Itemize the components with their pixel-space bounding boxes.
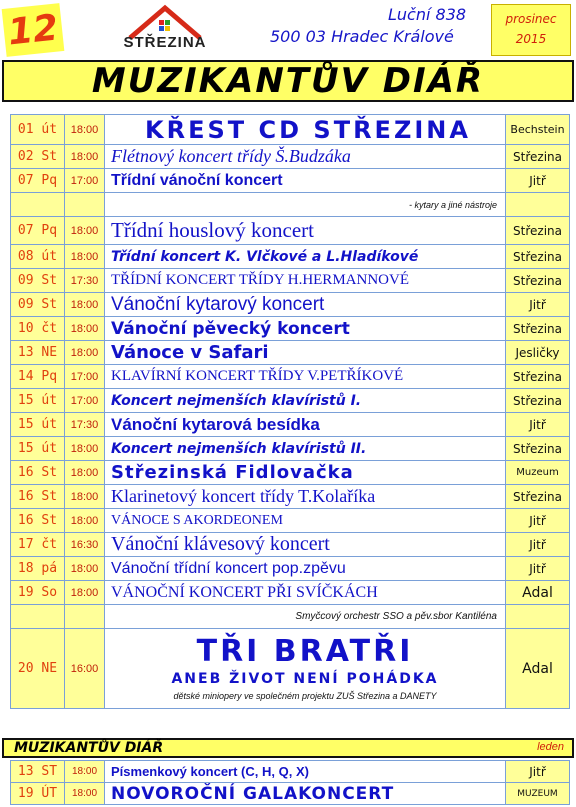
event-time: 18:00 — [65, 557, 105, 581]
table-row — [11, 217, 570, 245]
event-time: 18:00 — [65, 341, 105, 365]
event-venue: Střezina — [506, 245, 570, 269]
table-row — [11, 557, 570, 581]
schedule-table — [10, 114, 570, 709]
event-title: Vánoční třídní koncert pop.zpěvu — [105, 557, 506, 581]
table-row — [11, 193, 570, 217]
event-time: 17:00 — [65, 169, 105, 193]
event-title: Vánoční kytarový koncert — [105, 293, 506, 317]
event-venue: Střezina — [506, 217, 570, 245]
event-time: 17:30 — [65, 269, 105, 293]
table-row — [11, 365, 570, 389]
event-title: KLAVÍRNÍ KONCERT TŘÍDY V.PETŘÍKOVÉ — [105, 365, 506, 389]
table-row — [11, 629, 570, 709]
event-date: 16 St — [11, 461, 65, 485]
event-date: 13 NE — [11, 341, 65, 365]
month-box — [491, 4, 571, 56]
event-date: 19 So — [11, 581, 65, 605]
table-row — [11, 533, 570, 557]
event-venue: Střezina — [506, 389, 570, 413]
table-row — [11, 341, 570, 365]
event-venue: Jitř — [506, 509, 570, 533]
event-date: 09 St — [11, 269, 65, 293]
event-date: 07 Pq — [11, 217, 65, 245]
event-venue: Střezina — [506, 437, 570, 461]
event-title: Třídní vánoční koncert — [105, 169, 506, 193]
event-date: 15 út — [11, 413, 65, 437]
table-row — [11, 269, 570, 293]
event-time: 18:00 — [65, 293, 105, 317]
event-time: 18:00 — [65, 115, 105, 145]
table-row — [11, 145, 570, 169]
event-venue: Muzeum — [506, 461, 570, 485]
event-venue: Bechstein — [506, 115, 570, 145]
event-venue: Jitř — [506, 169, 570, 193]
event-title: Koncert nejmenších klavíristů II. — [105, 437, 506, 461]
event-time: 18:00 — [65, 509, 105, 533]
event-time: 18:00 — [65, 485, 105, 509]
table-row — [11, 761, 570, 783]
event-time: 18:00 — [65, 437, 105, 461]
event-date: 18 pá — [11, 557, 65, 581]
event-venue: Adal — [506, 629, 570, 709]
event-time: 18:00 — [65, 317, 105, 341]
event-date: 16 St — [11, 509, 65, 533]
event-venue: Střezina — [506, 269, 570, 293]
event-title: Vánoční klávesový koncert — [105, 533, 506, 557]
event-date: 20 NE — [11, 629, 65, 709]
address-city: 500 03 Hradec Králové — [270, 27, 454, 46]
event-venue: Jitř — [506, 533, 570, 557]
table-row — [11, 485, 570, 509]
table-row — [11, 783, 570, 805]
table-row — [11, 293, 570, 317]
table-row — [11, 509, 570, 533]
event-venue: MUZEUM — [506, 783, 570, 805]
event-title: Třídní houslový koncert — [105, 217, 506, 245]
event-time: 16:00 — [65, 629, 105, 709]
event-title: NOVOROČNÍ GALAKONCERT — [105, 783, 506, 805]
event-date: 10 čt — [11, 317, 65, 341]
special-description: dětské miniopery ve společném projektu ZUŠ Střezina a DANETY — [173, 690, 437, 701]
month-name: prosinec — [505, 12, 557, 26]
event-venue: Střezina — [506, 145, 570, 169]
event-time: 17:00 — [65, 389, 105, 413]
event-date: 13 ST — [11, 761, 65, 783]
event-venue: Jitř — [506, 293, 570, 317]
footer-title: MUZIKANTŮV DIÁŘ — [14, 740, 164, 756]
table-row — [11, 437, 570, 461]
event-time: 17:30 — [65, 413, 105, 437]
event-venue: Střezina — [506, 485, 570, 509]
table-row — [11, 245, 570, 269]
event-date: 09 St — [11, 293, 65, 317]
event-title: Třídní koncert K. Vlčkové a L.Hladíkové — [105, 245, 506, 269]
table-row — [11, 389, 570, 413]
event-date: 15 út — [11, 437, 65, 461]
table-row — [11, 581, 570, 605]
year: 2015 — [515, 32, 547, 46]
special-event — [105, 629, 506, 709]
event-title: Koncert nejmenších klavíristů I. — [105, 389, 506, 413]
next-month-table — [10, 760, 570, 805]
special-title: TŘI BRATŘI — [196, 633, 414, 669]
event-date: 15 út — [11, 389, 65, 413]
event-venue: Jitř — [506, 557, 570, 581]
event-venue: Jesličky — [506, 341, 570, 365]
event-time: 18:00 — [65, 217, 105, 245]
event-venue: Jitř — [506, 413, 570, 437]
event-date: 02 St — [11, 145, 65, 169]
event-title: Klarinetový koncert třídy T.Kolaříka — [105, 485, 506, 509]
table-row — [11, 605, 570, 629]
table-row — [11, 461, 570, 485]
special-subtitle: ANEB ŽIVOT NENÍ POHÁDKA — [171, 670, 439, 687]
event-date: 16 St — [11, 485, 65, 509]
footer-month: leden — [537, 741, 564, 753]
event-title: VÁNOCE S AKORDEONEM — [105, 509, 506, 533]
event-title: Střezinská Fidlovačka — [105, 461, 506, 485]
event-time: 18:00 — [65, 245, 105, 269]
event-title: VÁNOČNÍ KONCERT PŘI SVÍČKÁCH — [105, 581, 506, 605]
event-date: 14 Pq — [11, 365, 65, 389]
event-date: 19 ÚT — [11, 783, 65, 805]
event-date: 01 út — [11, 115, 65, 145]
event-title: Flétnový koncert třídy Š.Budzáka — [105, 145, 506, 169]
table-row — [11, 317, 570, 341]
event-time: 18:00 — [65, 761, 105, 783]
event-title: Vánoce v Safari — [105, 341, 506, 365]
event-time: 18:00 — [65, 461, 105, 485]
event-date: 07 Pq — [11, 169, 65, 193]
event-title: KŘEST CD STŘEZINA — [105, 115, 506, 145]
event-time: 18:00 — [65, 581, 105, 605]
page-title: MUZIKANTŮV DIÁŘ — [2, 60, 574, 102]
event-title: Písmenkový koncert (C, H, Q, X) — [105, 761, 506, 783]
event-date: 08 út — [11, 245, 65, 269]
event-time: 18:00 — [65, 783, 105, 805]
event-title: Vánoční kytarová besídka — [105, 413, 506, 437]
table-row — [11, 115, 570, 145]
event-venue: Střezina — [506, 365, 570, 389]
month-number: 12 — [2, 3, 65, 57]
event-date: 17 čt — [11, 533, 65, 557]
event-time: 18:00 — [65, 145, 105, 169]
event-note: - kytary a jiné nástroje — [105, 193, 506, 217]
logo-text: STŘEZINA — [123, 34, 207, 51]
address — [270, 4, 486, 48]
event-venue: Adal — [506, 581, 570, 605]
table-row — [11, 413, 570, 437]
address-street: Luční 838 — [388, 5, 467, 24]
special-note: Smyčcový orchestr SSO a pěv.sbor Kantiléna — [105, 605, 506, 629]
event-title: Vánoční pěvecký koncert — [105, 317, 506, 341]
event-time: 16:30 — [65, 533, 105, 557]
footer-banner — [2, 738, 574, 758]
event-venue: Střezina — [506, 317, 570, 341]
event-time: 17:00 — [65, 365, 105, 389]
table-row — [11, 169, 570, 193]
event-venue: Jitř — [506, 761, 570, 783]
event-title: TŘÍDNÍ KONCERT TŘÍDY H.HERMANNOVÉ — [105, 269, 506, 293]
